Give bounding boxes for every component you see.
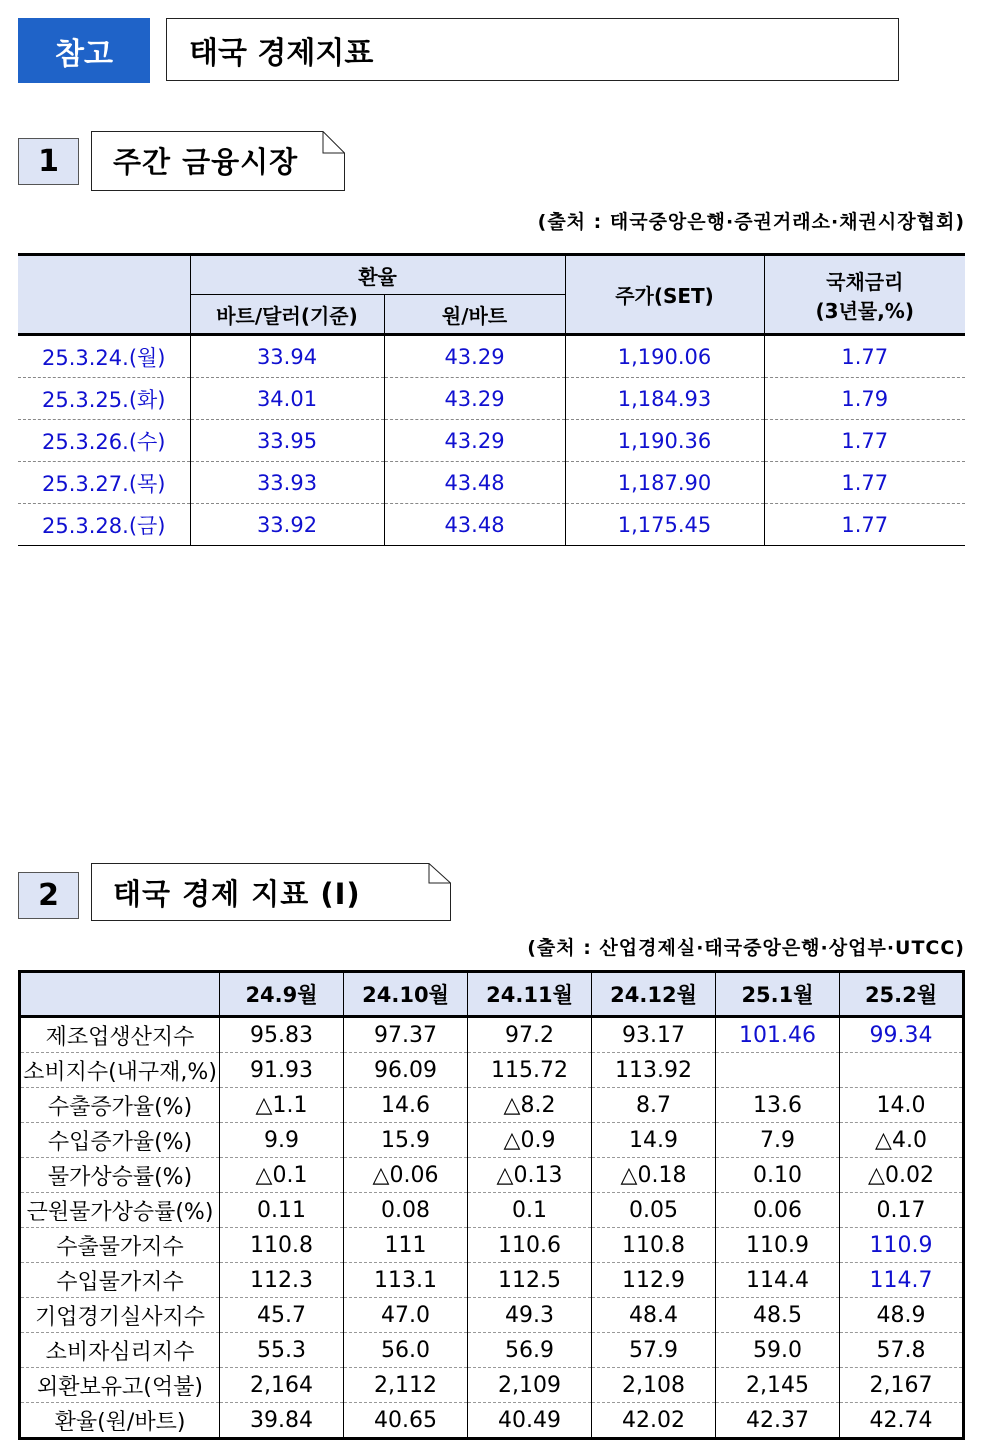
value-cell: 2,164 (220, 1368, 344, 1403)
value-cell: 57.8 (840, 1333, 964, 1368)
section-2-title-box (91, 863, 451, 921)
value-cell: 101.46 (716, 1017, 840, 1053)
value-cell: 40.49 (468, 1403, 592, 1439)
exchange-rate-group-header: 환율 (190, 255, 565, 295)
stock-index-header: 주가(SET) (565, 255, 764, 335)
month-header: 25.1월 (716, 972, 840, 1017)
section-2-title: 태국 경제 지표 (Ⅰ) (113, 876, 361, 911)
value-cell: 49.3 (468, 1298, 592, 1333)
table-row (20, 1158, 964, 1193)
value-cell: 45.7 (220, 1298, 344, 1333)
won-baht-header: 원/바트 (384, 295, 565, 335)
value-cell: 97.2 (468, 1017, 592, 1053)
value-cell: △0.02 (840, 1158, 964, 1193)
indicator-label: 근원물가상승률(%) (20, 1193, 220, 1228)
indicator-label: 외환보유고(억불) (20, 1368, 220, 1403)
date-cell: 25.3.28.(금) (18, 504, 190, 546)
baht-dollar-cell: 33.92 (190, 504, 384, 546)
won-baht-cell: 43.29 (384, 420, 565, 462)
month-header: 25.2월 (840, 972, 964, 1017)
won-baht-cell: 43.29 (384, 335, 565, 378)
section-1-source: (출처 : 태국중앙은행·증권거래소·채권시장협회) (537, 211, 965, 233)
date-cell: 25.3.27.(목) (18, 462, 190, 504)
value-cell: 114.4 (716, 1263, 840, 1298)
value-cell: 97.37 (344, 1017, 468, 1053)
value-cell: 39.84 (220, 1403, 344, 1439)
bond-yield-cell: 1.77 (764, 420, 965, 462)
section-1-title-box (91, 131, 345, 189)
indicator-label: 물가상승률(%) (20, 1158, 220, 1193)
table-row (18, 378, 965, 420)
won-baht-cell: 43.48 (384, 462, 565, 504)
month-header: 24.11월 (468, 972, 592, 1017)
value-cell: 0.05 (592, 1193, 716, 1228)
value-cell: 96.09 (344, 1053, 468, 1088)
stock-cell: 1,175.45 (565, 504, 764, 546)
page-title: 태국 경제지표 (166, 18, 899, 81)
indicator-header (20, 972, 220, 1017)
value-cell: △8.2 (468, 1088, 592, 1123)
value-cell: 14.6 (344, 1088, 468, 1123)
value-cell: 14.9 (592, 1123, 716, 1158)
indicator-label: 소비자심리지수 (20, 1333, 220, 1368)
section-2-number: 2 (18, 872, 79, 919)
value-cell: 56.9 (468, 1333, 592, 1368)
value-cell: 7.9 (716, 1123, 840, 1158)
table-row (20, 1333, 964, 1368)
reference-tag: 참고 (18, 18, 150, 83)
value-cell: 111 (344, 1228, 468, 1263)
value-cell: 15.9 (344, 1123, 468, 1158)
value-cell: 2,145 (716, 1368, 840, 1403)
value-cell: 2,108 (592, 1368, 716, 1403)
value-cell: 95.83 (220, 1017, 344, 1053)
value-cell: 113.1 (344, 1263, 468, 1298)
value-cell (716, 1053, 840, 1088)
weekly-financial-market-table (18, 253, 965, 546)
value-cell: 112.9 (592, 1263, 716, 1298)
thai-economic-indicators-table (18, 970, 965, 1440)
value-cell: 2,167 (840, 1368, 964, 1403)
stock-cell: 1,184.93 (565, 378, 764, 420)
value-cell: 40.65 (344, 1403, 468, 1439)
value-cell: 48.9 (840, 1298, 964, 1333)
stock-cell: 1,190.06 (565, 335, 764, 378)
value-cell: △0.18 (592, 1158, 716, 1193)
month-header: 24.9월 (220, 972, 344, 1017)
value-cell: 47.0 (344, 1298, 468, 1333)
value-cell: 48.5 (716, 1298, 840, 1333)
table-row (20, 1193, 964, 1228)
section-2-source: (출처 : 산업경제실·태국중앙은행·상업부·UTCC) (527, 937, 965, 959)
section-1-number: 1 (18, 138, 79, 185)
value-cell: 2,112 (344, 1368, 468, 1403)
bond-yield-header-line1: 국채금리 (826, 269, 904, 294)
table-row (20, 1088, 964, 1123)
table-row (20, 1053, 964, 1088)
value-cell: 0.11 (220, 1193, 344, 1228)
value-cell: 115.72 (468, 1053, 592, 1088)
baht-dollar-cell: 33.93 (190, 462, 384, 504)
date-cell: 25.3.25.(화) (18, 378, 190, 420)
indicator-label: 기업경기실사지수 (20, 1298, 220, 1333)
baht-dollar-cell: 34.01 (190, 378, 384, 420)
indicator-label: 수입물가지수 (20, 1263, 220, 1298)
date-header (18, 255, 190, 335)
stock-cell: 1,190.36 (565, 420, 764, 462)
value-cell: 48.4 (592, 1298, 716, 1333)
value-cell: 99.34 (840, 1017, 964, 1053)
month-header: 24.10월 (344, 972, 468, 1017)
won-baht-cell: 43.48 (384, 504, 565, 546)
value-cell: △1.1 (220, 1088, 344, 1123)
indicator-label: 제조업생산지수 (20, 1017, 220, 1053)
value-cell: 55.3 (220, 1333, 344, 1368)
baht-dollar-cell: 33.95 (190, 420, 384, 462)
value-cell: 42.74 (840, 1403, 964, 1439)
table-row (20, 1228, 964, 1263)
date-cell: 25.3.26.(수) (18, 420, 190, 462)
value-cell: 110.9 (716, 1228, 840, 1263)
table-row (20, 1263, 964, 1298)
indicator-label: 환율(원/바트) (20, 1403, 220, 1439)
indicator-label: 수입증가율(%) (20, 1123, 220, 1158)
value-cell: 0.08 (344, 1193, 468, 1228)
value-cell: 91.93 (220, 1053, 344, 1088)
value-cell: 0.17 (840, 1193, 964, 1228)
bond-yield-header (764, 255, 965, 335)
value-cell: 0.10 (716, 1158, 840, 1193)
value-cell: 110.6 (468, 1228, 592, 1263)
value-cell: 9.9 (220, 1123, 344, 1158)
table-row (20, 1368, 964, 1403)
value-cell: △0.06 (344, 1158, 468, 1193)
table-row (20, 1298, 964, 1333)
value-cell: 59.0 (716, 1333, 840, 1368)
table-row (20, 1017, 964, 1053)
value-cell: △0.9 (468, 1123, 592, 1158)
value-cell: 8.7 (592, 1088, 716, 1123)
baht-dollar-header: 바트/달러(기준) (190, 295, 384, 335)
value-cell: △4.0 (840, 1123, 964, 1158)
value-cell: 110.9 (840, 1228, 964, 1263)
value-cell: 14.0 (840, 1088, 964, 1123)
table-row (18, 335, 965, 378)
indicator-label: 수출증가율(%) (20, 1088, 220, 1123)
section-1-title: 주간 금융시장 (113, 144, 299, 179)
value-cell: 112.5 (468, 1263, 592, 1298)
indicator-label: 소비지수(내구재,%) (20, 1053, 220, 1088)
bond-yield-cell: 1.77 (764, 504, 965, 546)
table-row (20, 1403, 964, 1439)
value-cell: 56.0 (344, 1333, 468, 1368)
bond-yield-cell: 1.79 (764, 378, 965, 420)
value-cell: 112.3 (220, 1263, 344, 1298)
value-cell: △0.13 (468, 1158, 592, 1193)
value-cell: 110.8 (592, 1228, 716, 1263)
value-cell: 57.9 (592, 1333, 716, 1368)
indicator-label: 수출물가지수 (20, 1228, 220, 1263)
bond-yield-cell: 1.77 (764, 462, 965, 504)
value-cell: 2,109 (468, 1368, 592, 1403)
value-cell: 113.92 (592, 1053, 716, 1088)
value-cell: 0.1 (468, 1193, 592, 1228)
baht-dollar-cell: 33.94 (190, 335, 384, 378)
month-header: 24.12월 (592, 972, 716, 1017)
value-cell: 114.7 (840, 1263, 964, 1298)
table-row (20, 1123, 964, 1158)
table-row (18, 504, 965, 546)
value-cell: 0.06 (716, 1193, 840, 1228)
value-cell: 42.02 (592, 1403, 716, 1439)
table-row (18, 462, 965, 504)
value-cell: △0.1 (220, 1158, 344, 1193)
won-baht-cell: 43.29 (384, 378, 565, 420)
bond-yield-header-line2: (3년물,%) (815, 298, 914, 323)
value-cell (840, 1053, 964, 1088)
value-cell: 13.6 (716, 1088, 840, 1123)
value-cell: 93.17 (592, 1017, 716, 1053)
value-cell: 110.8 (220, 1228, 344, 1263)
value-cell: 42.37 (716, 1403, 840, 1439)
date-cell: 25.3.24.(월) (18, 335, 190, 378)
stock-cell: 1,187.90 (565, 462, 764, 504)
bond-yield-cell: 1.77 (764, 335, 965, 378)
table-row (18, 420, 965, 462)
